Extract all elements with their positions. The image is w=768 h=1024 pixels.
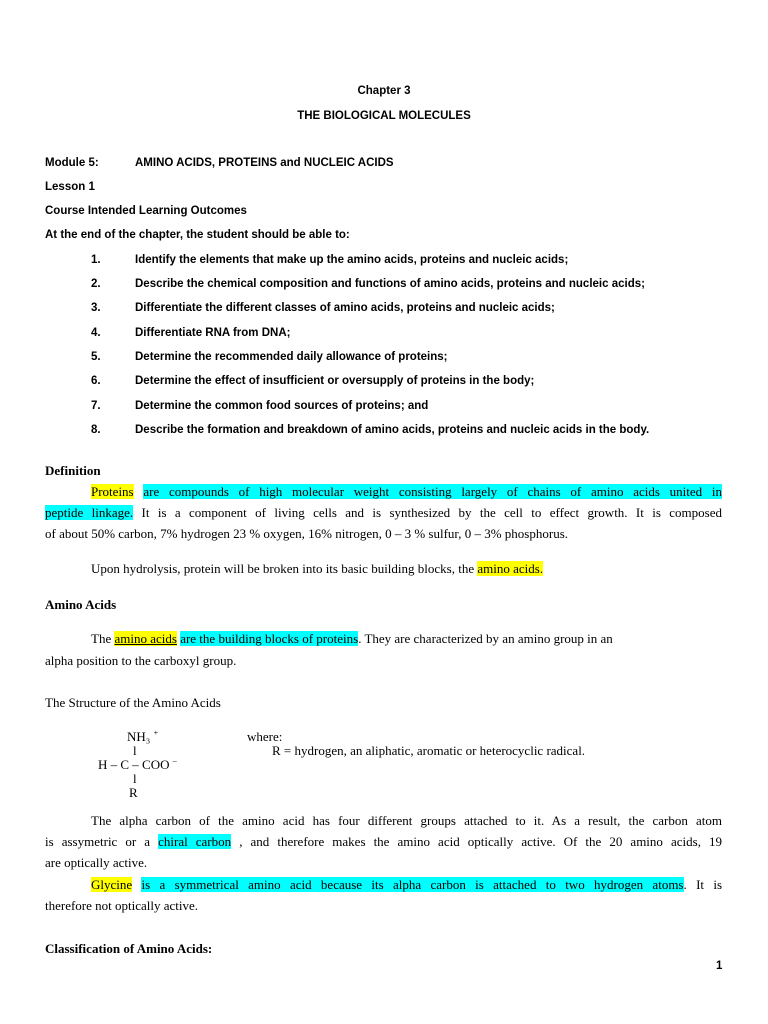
item-text: Describe the chemical composition and functions of amino acids, proteins and nucleic acids;: [135, 278, 645, 290]
item-text: Describe the formation and breakdown of amino acids, proteins and nucleic acids in the body.: [135, 424, 650, 436]
item-number: 1.: [91, 254, 101, 266]
definition-text: It is a component of living cells and is synthesized by the cell to effect growth. It is composed: [133, 505, 722, 520]
classification-heading: Classification of Amino Acids:: [45, 941, 213, 956]
chapter-title: THE BIOLOGICAL MOLECULES: [297, 110, 471, 122]
structure-bond-bottom: l: [133, 771, 137, 786]
item-text: Determine the effect of insufficient or oversupply of proteins in the body;: [135, 375, 535, 387]
highlight-building-blocks: are the building blocks of proteins: [180, 631, 359, 646]
lesson-label: Lesson 1: [45, 181, 95, 193]
amino-acids-line-2: alpha position to the carboxyl group.: [45, 653, 237, 668]
hydrolysis-paragraph: [91, 561, 543, 577]
nh3-text: NH₃: [127, 729, 151, 744]
item-number: 5.: [91, 351, 101, 363]
item-number: 2.: [91, 278, 101, 290]
minus-charge: –: [172, 756, 177, 766]
highlight-amino-acids: amino acids: [114, 631, 177, 646]
page-number: 1: [716, 960, 723, 972]
item-number: 7.: [91, 400, 101, 412]
amino-acids-line-1: [91, 631, 613, 647]
hydrolysis-text: Upon hydrolysis, protein will be broken into its basic building blocks, the: [91, 561, 478, 576]
highlight-chiral-carbon: chiral carbon: [158, 834, 232, 849]
alpha-line-2: [45, 834, 722, 850]
highlight-definition: are compounds of high molecular weight consisting largely of chains of amino acids united in: [143, 484, 722, 499]
structure-nh3: [127, 729, 158, 745]
text: . It is: [683, 877, 723, 892]
objectives-intro: At the end of the chapter, the student should be able to:: [45, 229, 350, 241]
where-label: where:: [247, 729, 283, 744]
highlight-glycine: Glycine: [91, 877, 133, 892]
definition-line-1: [91, 484, 722, 500]
text: is assymetric or a: [45, 834, 159, 849]
chain-text: H – C – COO: [98, 757, 170, 772]
text: The: [91, 631, 115, 646]
item-text: Identify the elements that make up the amino acids, proteins and nucleic acids;: [135, 254, 569, 266]
structure-r-group: R: [129, 785, 138, 800]
glycine-line-1: [91, 877, 722, 893]
structure-main-chain: [98, 757, 177, 773]
alpha-line-1: The alpha carbon of the amino acid has four different groups attached to it. As a result, the carbon atom: [91, 813, 722, 828]
amino-acids-heading: Amino Acids: [45, 597, 117, 612]
text: . They are characterized by an amino group in an: [358, 631, 613, 646]
plus-charge: +: [153, 728, 159, 738]
definition-line-2: [45, 505, 722, 521]
item-text: Differentiate RNA from DNA;: [135, 327, 291, 339]
structure-title: The Structure of the Amino Acids: [45, 695, 221, 710]
module-label: Module 5:: [45, 157, 99, 169]
glycine-line-2: therefore not optically active.: [45, 898, 199, 913]
module-title: AMINO ACIDS, PROTEINS and NUCLEIC ACIDS: [135, 157, 394, 169]
highlight-peptide-linkage: peptide linkage.: [45, 505, 134, 520]
item-number: 3.: [91, 302, 101, 314]
item-text: Differentiate the different classes of amino acids, proteins and nucleic acids;: [135, 302, 555, 314]
item-number: 4.: [91, 327, 101, 339]
highlight-amino-acids: amino acids.: [477, 561, 544, 576]
text: , and therefore makes the amino acid optically active. Of the 20 amino acids, 19: [231, 834, 723, 849]
item-number: 8.: [91, 424, 101, 436]
alpha-line-3: are optically active.: [45, 855, 148, 870]
definition-line-3: of about 50% carbon, 7% hydrogen 23 % oxygen, 16% nitrogen, 0 – 3 % sulfur, 0 – 3% phosphorus.: [45, 526, 569, 541]
item-number: 6.: [91, 375, 101, 387]
definition-heading: Definition: [45, 463, 101, 478]
item-text: Determine the recommended daily allowance of proteins;: [135, 351, 448, 363]
cilo-heading: Course Intended Learning Outcomes: [45, 205, 247, 217]
item-text: Determine the common food sources of proteins; and: [135, 400, 429, 412]
where-definition: R = hydrogen, an aliphatic, aromatic or heterocyclic radical.: [272, 743, 586, 758]
highlight-proteins: Proteins: [91, 484, 134, 499]
structure-bond-top: l: [133, 743, 137, 758]
highlight-glycine-definition: is a symmetrical amino acid because its alpha carbon is attached to two hydrogen atoms: [141, 877, 684, 892]
chapter-label: Chapter 3: [357, 85, 411, 97]
